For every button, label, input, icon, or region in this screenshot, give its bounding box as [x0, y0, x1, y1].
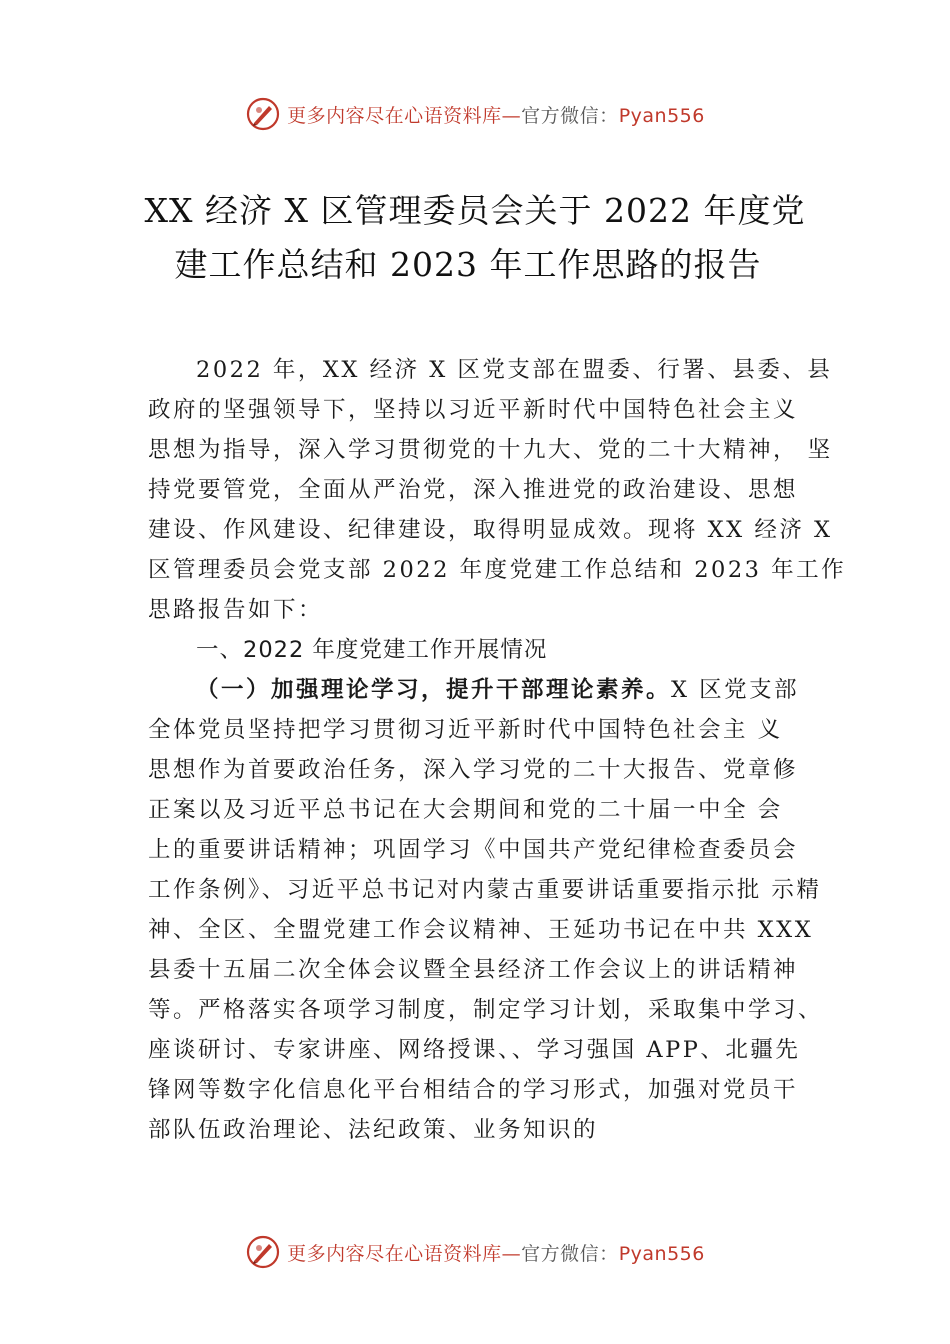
body-paragraph-1	[148, 350, 847, 1150]
pen-seal-icon	[245, 1234, 281, 1270]
title-line-2: 建工作总结和 2023 年工作思路的报告	[174, 245, 762, 284]
banner-site-name: 更多内容尽在心语资料库	[287, 104, 502, 127]
paragraph-line: 思想作为首要政治任务，深入学习党的二十大报告、党章修	[148, 757, 799, 783]
paragraph-line: 思想为指导，深入学习贯彻党的十九大、党的二十大精神， 坚	[148, 437, 833, 463]
footer-watermark-banner	[0, 1232, 950, 1272]
paragraph-line: 全体党员坚持把学习贯彻习近平新时代中国特色社会主 义	[148, 717, 783, 743]
pen-seal-icon	[245, 96, 281, 132]
paragraph-line: 思路报告如下：	[148, 597, 324, 623]
header-watermark-banner	[0, 94, 950, 134]
banner-wechat-label: 官方微信：	[521, 1242, 619, 1265]
paragraph-line: 上的重要讲话精神；巩固学习《中国共产党纪律检查委员会	[148, 837, 799, 863]
section-heading: 一、2022 年度党建工作开展情况	[196, 637, 548, 663]
subsection-lead: X 区党支部	[671, 677, 800, 703]
paragraph-line: 建设、作风建设、纪律建设，取得明显成效。现将 XX 经济 X	[148, 517, 833, 543]
paragraph-line: 锋网等数字化信息化平台相结合的学习形式，加强对党员干	[148, 1077, 799, 1103]
banner-text	[287, 101, 705, 128]
paragraph-line: 持党要管党，全面从严治党，深入推进党的政治建设、思想	[148, 477, 799, 503]
banner-wechat-handle: Pyan556	[618, 1242, 705, 1265]
banner-text	[287, 1239, 705, 1266]
paragraph-line: 县委十五届二次全体会议暨全县经济工作会议上的讲话精神	[148, 957, 799, 983]
paragraph-line: 2022 年，XX 经济 X 区党支部在盟委、行署、县委、县	[196, 357, 833, 383]
paragraph-line: 工作条例》、习近平总书记对内蒙古重要讲话重要指示批 示精	[148, 877, 822, 903]
paragraph-line: 正案以及习近平总书记在大会期间和党的二十届一中全 会	[148, 797, 783, 823]
paragraph-line: 神、全区、全盟党建工作会议精神、王延功书记在中共 XXX	[148, 917, 814, 943]
title-line-1: XX 经济 X 区管理委员会关于 2022 年度党	[144, 191, 806, 230]
banner-wechat-label: 官方微信：	[521, 104, 619, 127]
paragraph-line: 政府的坚强领导下，坚持以习近平新时代中国特色社会主义	[148, 397, 799, 423]
subsection-line	[148, 670, 820, 710]
document-title	[0, 184, 950, 292]
paragraph-line: 区管理委员会党支部 2022 年度党建工作总结和 2023 年工作	[148, 557, 847, 583]
paragraph-line: 部队伍政治理论、法纪政策、业务知识的	[148, 1117, 599, 1143]
paragraph-line: 座谈研讨、专家讲座、网络授课、、学习强国 APP、北疆先	[148, 1037, 801, 1063]
subsection-heading: （一）加强理论学习，提升干部理论素养。	[196, 677, 672, 703]
banner-wechat-handle: Pyan556	[618, 104, 705, 127]
paragraph-line: 等。严格落实各项学习制度，制定学习计划，采取集中学习、	[148, 997, 824, 1023]
banner-site-name: 更多内容尽在心语资料库	[287, 1242, 502, 1265]
banner-dash: —	[501, 104, 522, 127]
banner-dash: —	[501, 1242, 522, 1265]
